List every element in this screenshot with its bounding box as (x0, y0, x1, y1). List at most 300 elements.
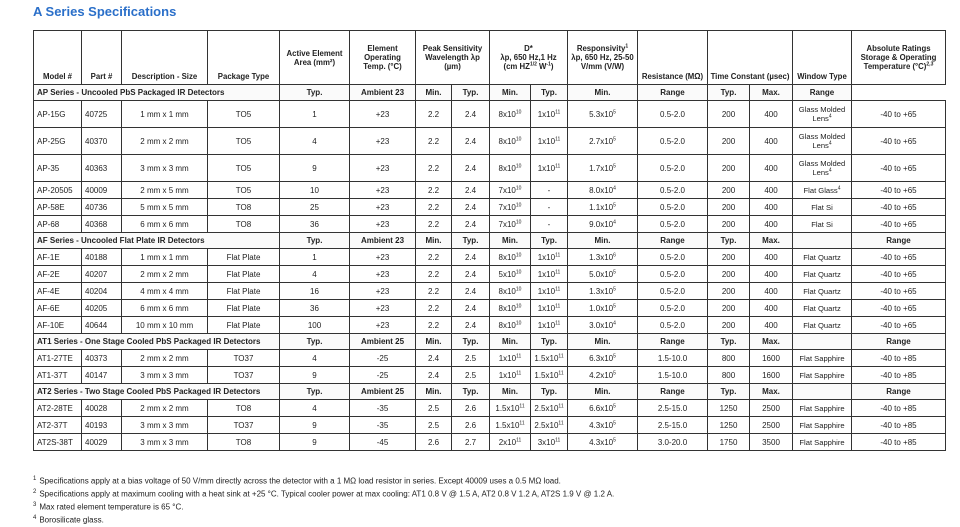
cell-model: AP-35 (34, 155, 82, 182)
cell-resistance: 0.5-2.0 (638, 283, 708, 300)
page-title: A Series Specifications (33, 4, 177, 19)
cell-temp: +23 (350, 182, 416, 199)
cell-dstar-min-base: 1x10 (498, 353, 517, 363)
cell-package: TO5 (208, 182, 280, 199)
cell-responsivity (568, 300, 638, 317)
cell-area: 25 (280, 199, 350, 216)
cell-window (793, 367, 852, 384)
cell-absolute: -40 to +65 (852, 300, 946, 317)
cell-dstar-typ-base: 1x10 (537, 269, 556, 279)
table-row (34, 367, 946, 384)
cell-responsivity-exp: 5 (613, 285, 616, 292)
cell-model: AT1-27TE (34, 350, 82, 367)
cell-part: 40725 (82, 101, 122, 128)
cell-wl-min: 2.2 (416, 182, 452, 199)
cell-model: AP-20505 (34, 182, 82, 199)
cell-wl-min: 2.2 (416, 155, 452, 182)
cell-window (793, 155, 852, 182)
section-typ: Typ. (708, 233, 750, 249)
cell-dstar-typ (531, 199, 568, 216)
cell-temp: +23 (350, 128, 416, 155)
cell-dstar-typ (531, 317, 568, 334)
cell-part: 40147 (82, 367, 122, 384)
section-range: Range (852, 384, 946, 400)
cell-package: TO5 (208, 128, 280, 155)
cell-model: AT1-37T (34, 367, 82, 384)
table-row (34, 182, 946, 199)
cell-wl-typ: 2.6 (452, 417, 490, 434)
section-range: Range (638, 233, 708, 249)
cell-window (793, 317, 852, 334)
cell-responsivity-exp: 5 (613, 352, 616, 359)
section-min: Min. (568, 233, 638, 249)
section-window-blank (793, 334, 852, 350)
cell-part: 40188 (82, 249, 122, 266)
cell-resistance: 0.5-2.0 (638, 101, 708, 128)
section-typ: Typ. (452, 334, 490, 350)
cell-dstar-typ-exp: 11 (555, 108, 561, 115)
cell-tc-max: 400 (750, 216, 793, 233)
cell-dstar-typ-base: 1.5x10 (534, 353, 559, 363)
cell-responsivity-base: 1.3x10 (589, 286, 614, 296)
section-title: AP Series - Uncooled PbS Packaged IR Detectors (34, 85, 280, 101)
cell-responsivity-base: 8.0x10 (589, 185, 614, 195)
section-typ: Typ. (531, 85, 568, 101)
cell-responsivity-base: 4.3x10 (589, 437, 614, 447)
cell-part: 40009 (82, 182, 122, 199)
cell-dstar-min-exp: 10 (515, 302, 522, 309)
cell-dstar-typ (531, 216, 568, 233)
cell-tc-max: 400 (750, 128, 793, 155)
cell-package: TO8 (208, 199, 280, 216)
cell-dstar-typ (531, 434, 568, 451)
header-absolute-ratings: Absolute Ratings Storage & Operating Temperature $(^\circ C)^{2,3}$ (852, 31, 946, 85)
cell-resistance: 2.5-15.0 (638, 417, 708, 434)
cell-responsivity-exp: 5 (613, 419, 616, 426)
header-dstar (490, 31, 568, 85)
section-ambient: Ambient 23 (350, 85, 416, 101)
footnote-text: Specifications apply at a bias voltage of 50 V/mm directly across the detector with a 1 MΩ load resistor in series. Except 40009 uses a 0.5 MΩ load. (39, 476, 561, 486)
cell-responsivity (568, 101, 638, 128)
header-window: Window Type (793, 31, 852, 85)
header-dstar-units: (cm $HZ^{1/2}$ $W^{-1}$) (503, 61, 554, 71)
cell-absolute: -40 to +65 (852, 128, 946, 155)
cell-dstar-min (490, 182, 531, 199)
cell-part: 40368 (82, 216, 122, 233)
cell-resistance: 2.5-15.0 (638, 400, 708, 417)
header-description: Description - Size (122, 31, 208, 85)
cell-window (793, 300, 852, 317)
cell-dstar-min (490, 283, 531, 300)
cell-dstar-typ (531, 155, 568, 182)
cell-absolute: -40 to +85 (852, 367, 946, 384)
section-typ: Typ. (452, 85, 490, 101)
cell-dstar-typ-exp: 11 (555, 251, 561, 258)
section-max: Max. (750, 334, 793, 350)
cell-window-text: Flat Sapphire (799, 403, 845, 413)
table-row (34, 417, 946, 434)
cell-dstar-typ-base: 2.5x10 (534, 420, 559, 430)
header-resistance: Resistance (MΩ) (638, 31, 708, 85)
cell-resistance: 0.5-2.0 (638, 155, 708, 182)
cell-package: TO37 (208, 367, 280, 384)
section-title: AT1 Series - One Stage Cooled PbS Packaged IR Detectors (34, 334, 280, 350)
cell-dstar-typ (531, 417, 568, 434)
cell-model: AF-10E (34, 317, 82, 334)
cell-area: 1 (280, 249, 350, 266)
cell-dstar-typ-base: - (547, 219, 551, 229)
cell-dstar-typ-exp: 11 (558, 419, 564, 426)
section-typ: Typ. (280, 334, 350, 350)
cell-window-text: Flat Quartz (803, 320, 841, 330)
cell-wl-typ: 2.4 (452, 128, 490, 155)
header-package: Package Type (208, 31, 280, 85)
section-range: Range (852, 334, 946, 350)
header-time-constant: Time Constant (µsec) (708, 31, 793, 85)
cell-responsivity-exp: 5 (613, 302, 616, 309)
cell-description: 10 mm x 10 mm (122, 317, 208, 334)
cell-dstar-min-exp: 10 (515, 251, 522, 258)
cell-tc-max: 400 (750, 155, 793, 182)
cell-wl-typ: 2.4 (452, 249, 490, 266)
cell-responsivity-exp: 5 (613, 268, 616, 275)
section-max: Max. (750, 85, 793, 101)
cell-resistance: 0.5-2.0 (638, 216, 708, 233)
cell-area: 9 (280, 155, 350, 182)
section-min: Min. (568, 334, 638, 350)
cell-dstar-min (490, 400, 531, 417)
cell-area: 100 (280, 317, 350, 334)
cell-wl-min: 2.4 (416, 350, 452, 367)
cell-window-text: Glass Molded Lens (798, 159, 846, 177)
cell-dstar-typ (531, 101, 568, 128)
cell-window-sup: 4 (828, 140, 832, 147)
section-min: Min. (490, 233, 531, 249)
cell-dstar-min (490, 417, 531, 434)
cell-dstar-min-base: 8x10 (498, 286, 516, 296)
cell-model: AP-25G (34, 128, 82, 155)
cell-tc-typ: 200 (708, 128, 750, 155)
table-body (34, 85, 946, 451)
cell-dstar-min (490, 249, 531, 266)
cell-dstar-min-base: 5x10 (498, 269, 516, 279)
cell-part: 40207 (82, 266, 122, 283)
cell-area: 9 (280, 417, 350, 434)
header-responsivity: Responsivity$^1$ λp, 650 Hz, 25-50 V/mm (V/W) (568, 31, 638, 85)
cell-dstar-min-base: 7x10 (498, 202, 516, 212)
section-range: Range (638, 334, 708, 350)
cell-wl-typ: 2.4 (452, 155, 490, 182)
cell-tc-max: 1600 (750, 367, 793, 384)
cell-dstar-typ-exp: 11 (555, 302, 561, 309)
cell-window (793, 266, 852, 283)
section-typ: Typ. (531, 334, 568, 350)
cell-description: 1 mm x 1 mm (122, 101, 208, 128)
cell-resistance: 0.5-2.0 (638, 182, 708, 199)
cell-wl-typ: 2.4 (452, 199, 490, 216)
cell-responsivity-base: 9.0x10 (589, 219, 614, 229)
cell-wl-typ: 2.5 (452, 367, 490, 384)
cell-responsivity (568, 417, 638, 434)
cell-dstar-min-base: 1.5x10 (495, 420, 520, 430)
cell-temp: -35 (350, 417, 416, 434)
section-min: Min. (416, 384, 452, 400)
cell-area: 16 (280, 283, 350, 300)
cell-resistance: 0.5-2.0 (638, 249, 708, 266)
cell-dstar-min-exp: 10 (515, 162, 522, 169)
cell-tc-max: 2500 (750, 417, 793, 434)
cell-wl-min: 2.2 (416, 249, 452, 266)
cell-tc-typ: 200 (708, 249, 750, 266)
cell-tc-typ: 1250 (708, 400, 750, 417)
cell-dstar-typ-base: 1x10 (537, 136, 556, 146)
table-row (34, 216, 946, 233)
cell-window-text: Flat Si (811, 202, 833, 212)
cell-dstar-typ-exp: 11 (558, 352, 564, 359)
cell-dstar-typ-base: 2.5x10 (534, 403, 559, 413)
cell-window (793, 101, 852, 128)
cell-package: Flat Plate (208, 317, 280, 334)
cell-model: AF-1E (34, 249, 82, 266)
cell-responsivity (568, 216, 638, 233)
cell-tc-max: 400 (750, 182, 793, 199)
cell-temp: -45 (350, 434, 416, 451)
cell-area: 4 (280, 128, 350, 155)
cell-wl-typ: 2.4 (452, 101, 490, 128)
cell-wl-min: 2.2 (416, 128, 452, 155)
section-max: Max. (750, 384, 793, 400)
cell-responsivity-exp: 5 (613, 162, 616, 169)
section-title: AT2 Series - Two Stage Cooled PbS Packaged IR Detectors (34, 384, 280, 400)
section-range: Range (793, 85, 852, 101)
cell-package: Flat Plate (208, 249, 280, 266)
section-typ: Typ. (452, 233, 490, 249)
cell-window (793, 417, 852, 434)
cell-responsivity (568, 350, 638, 367)
cell-temp: +23 (350, 216, 416, 233)
cell-tc-typ: 200 (708, 155, 750, 182)
cell-window-text: Flat Sapphire (799, 370, 845, 380)
cell-area: 9 (280, 367, 350, 384)
cell-dstar-typ (531, 350, 568, 367)
section-typ: Typ. (708, 85, 750, 101)
cell-responsivity-exp: 4 (613, 218, 616, 225)
section-header-row (34, 85, 946, 101)
cell-window-text: Flat Sapphire (799, 353, 845, 363)
cell-resistance: 0.5-2.0 (638, 300, 708, 317)
section-min: Min. (416, 334, 452, 350)
cell-responsivity-exp: 5 (613, 369, 616, 376)
cell-responsivity-exp: 6 (613, 251, 616, 258)
footnote-text: Specifications apply at maximum cooling with a heat sink at +25 °C. Typical cooler power at max cooling: AT1 0.8 V @ 1.5 A, AT2 0.8 V 1.2 A, AT2S 1.9 V @ 1.2 A. (39, 489, 615, 499)
cell-dstar-min (490, 350, 531, 367)
cell-dstar-typ-base: 1x10 (537, 303, 556, 313)
cell-resistance: 0.5-2.0 (638, 266, 708, 283)
cell-description: 1 mm x 1 mm (122, 249, 208, 266)
cell-tc-typ: 800 (708, 350, 750, 367)
cell-window-text: Flat Quartz (803, 269, 841, 279)
cell-package: TO8 (208, 434, 280, 451)
cell-dstar-min (490, 101, 531, 128)
cell-model: AF-2E (34, 266, 82, 283)
cell-description: 2 mm x 2 mm (122, 128, 208, 155)
table-row (34, 350, 946, 367)
table-header-row (34, 31, 946, 85)
cell-part: 40205 (82, 300, 122, 317)
cell-dstar-min (490, 155, 531, 182)
cell-dstar-min-exp: 10 (515, 268, 522, 275)
cell-package: TO5 (208, 101, 280, 128)
cell-package: TO37 (208, 350, 280, 367)
cell-wl-min: 2.2 (416, 317, 452, 334)
cell-absolute: -40 to +65 (852, 199, 946, 216)
table-row (34, 434, 946, 451)
cell-resistance: 0.5-2.0 (638, 199, 708, 216)
cell-window (793, 182, 852, 199)
cell-dstar-min (490, 317, 531, 334)
cell-dstar-min-base: 8x10 (498, 163, 516, 173)
cell-wl-typ: 2.4 (452, 266, 490, 283)
cell-area: 36 (280, 300, 350, 317)
section-typ: Typ. (708, 384, 750, 400)
cell-dstar-min (490, 128, 531, 155)
cell-dstar-min-exp: 10 (515, 201, 522, 208)
cell-area: 1 (280, 101, 350, 128)
section-min: Min. (568, 85, 638, 101)
cell-dstar-typ (531, 400, 568, 417)
cell-description: 3 mm x 3 mm (122, 155, 208, 182)
cell-dstar-typ-exp: 11 (555, 162, 561, 169)
cell-dstar-min-exp: 10 (515, 285, 522, 292)
cell-responsivity (568, 283, 638, 300)
cell-responsivity-exp: 5 (613, 402, 616, 409)
cell-tc-max: 400 (750, 249, 793, 266)
cell-responsivity-base: 5.3x10 (589, 109, 614, 119)
cell-responsivity-exp: 5 (613, 135, 616, 142)
cell-dstar-min (490, 300, 531, 317)
cell-package: Flat Plate (208, 300, 280, 317)
section-min: Min. (490, 85, 531, 101)
header-part: Part # (82, 31, 122, 85)
table-row (34, 128, 946, 155)
specifications-table (33, 30, 946, 451)
footnote-text: Borosilicate glass. (39, 516, 104, 526)
cell-dstar-typ-base: 1x10 (537, 109, 556, 119)
table-row (34, 283, 946, 300)
cell-responsivity-base: 1.7x10 (589, 163, 614, 173)
cell-temp: -35 (350, 400, 416, 417)
section-title: AF Series - Uncooled Flat Plate IR Detectors (34, 233, 280, 249)
cell-responsivity (568, 367, 638, 384)
cell-responsivity (568, 199, 638, 216)
header-wavelength: Peak Sensitivity Wavelength λp (µm) (416, 31, 490, 85)
header-dstar-line1: D* (524, 44, 533, 53)
section-min: Min. (416, 233, 452, 249)
cell-dstar-typ-base: 3x10 (537, 437, 556, 447)
cell-dstar-min (490, 266, 531, 283)
cell-tc-max: 3500 (750, 434, 793, 451)
cell-package: TO5 (208, 155, 280, 182)
cell-description: 2 mm x 2 mm (122, 266, 208, 283)
cell-absolute: -40 to +65 (852, 155, 946, 182)
cell-responsivity (568, 155, 638, 182)
cell-dstar-typ-exp: 11 (555, 319, 561, 326)
cell-part: 40736 (82, 199, 122, 216)
cell-window-text: Flat Quartz (803, 303, 841, 313)
cell-dstar-typ (531, 367, 568, 384)
cell-tc-typ: 200 (708, 266, 750, 283)
cell-wl-min: 2.4 (416, 367, 452, 384)
footnotes (33, 474, 614, 527)
cell-absolute: -40 to +65 (852, 317, 946, 334)
cell-wl-typ: 2.7 (452, 434, 490, 451)
cell-responsivity-exp: 5 (613, 201, 616, 208)
table-row (34, 300, 946, 317)
cell-tc-typ: 200 (708, 101, 750, 128)
cell-window (793, 434, 852, 451)
cell-dstar-typ-base: - (547, 185, 551, 195)
table-row (34, 266, 946, 283)
cell-dstar-min-base: 8x10 (498, 109, 516, 119)
cell-tc-max: 400 (750, 317, 793, 334)
cell-absolute: -40 to +85 (852, 434, 946, 451)
cell-wl-typ: 2.4 (452, 300, 490, 317)
cell-dstar-typ-exp: 11 (555, 135, 561, 142)
footnote-mark: 4 (33, 515, 37, 522)
cell-dstar-typ-base: 1x10 (537, 163, 556, 173)
footnote-mark: 3 (33, 502, 37, 509)
cell-absolute: -40 to +65 (852, 249, 946, 266)
cell-dstar-min-exp: 11 (519, 402, 525, 409)
table-row (34, 199, 946, 216)
cell-wl-typ: 2.4 (452, 283, 490, 300)
cell-tc-typ: 200 (708, 300, 750, 317)
cell-responsivity-base: 1.1x10 (589, 202, 614, 212)
cell-window-text: Flat Sapphire (799, 420, 845, 430)
cell-description: 4 mm x 4 mm (122, 283, 208, 300)
header-area: Active Element Area (mm²) (280, 31, 350, 85)
section-min: Min. (416, 85, 452, 101)
cell-description: 5 mm x 5 mm (122, 199, 208, 216)
table-row (34, 249, 946, 266)
cell-absolute: -40 to +65 (852, 266, 946, 283)
cell-description: 2 mm x 2 mm (122, 400, 208, 417)
cell-wl-min: 2.2 (416, 199, 452, 216)
cell-responsivity-base: 1.3x10 (589, 252, 614, 262)
cell-wl-min: 2.2 (416, 216, 452, 233)
cell-tc-max: 2500 (750, 400, 793, 417)
cell-model: AP-15G (34, 101, 82, 128)
section-range: Range (638, 384, 708, 400)
footnote (33, 500, 614, 513)
cell-area: 10 (280, 182, 350, 199)
cell-dstar-min-exp: 10 (515, 184, 522, 191)
cell-tc-typ: 1750 (708, 434, 750, 451)
cell-window (793, 216, 852, 233)
footnote (33, 474, 614, 487)
cell-absolute: -40 to +85 (852, 417, 946, 434)
cell-responsivity (568, 128, 638, 155)
cell-window (793, 400, 852, 417)
cell-responsivity-base: 4.2x10 (589, 370, 614, 380)
section-typ: Typ. (280, 233, 350, 249)
cell-dstar-min-exp: 11 (519, 419, 525, 426)
header-model: Model # (34, 31, 82, 85)
footnote (33, 487, 614, 500)
cell-dstar-min (490, 199, 531, 216)
cell-dstar-min-exp: 10 (515, 319, 522, 326)
section-min: Min. (490, 334, 531, 350)
